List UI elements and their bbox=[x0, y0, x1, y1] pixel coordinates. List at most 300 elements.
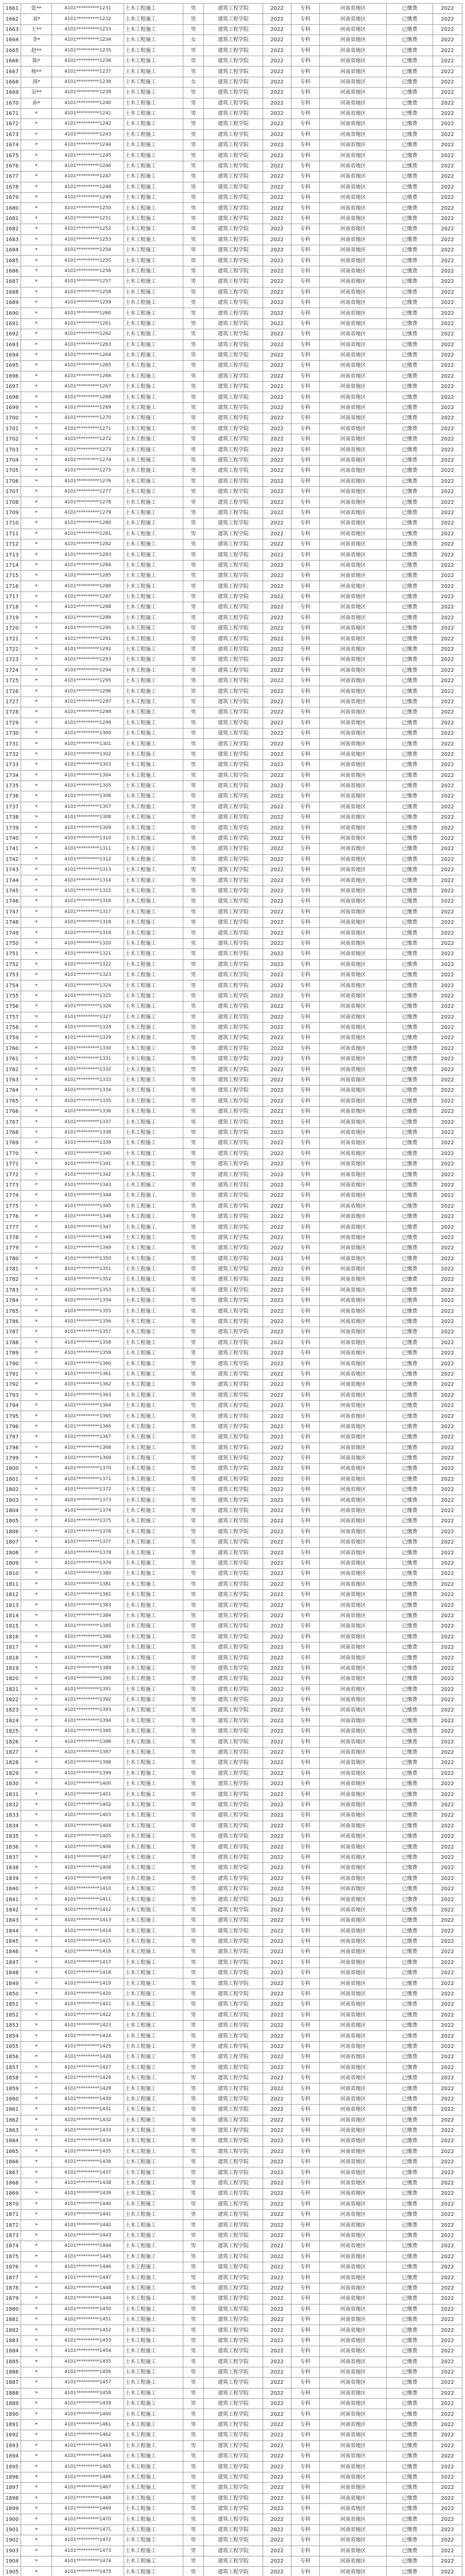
id-cell: 4101**********1259 bbox=[52, 297, 124, 308]
name-cell: * bbox=[21, 1968, 52, 1978]
level-cell: 专科 bbox=[291, 1411, 320, 1421]
region-cell: 河南省地区 bbox=[320, 140, 387, 150]
region-cell: 河南省地区 bbox=[320, 812, 387, 823]
status-cell: 已缴费 bbox=[387, 1873, 433, 1884]
id-cell: 4101**********1453 bbox=[52, 2335, 124, 2346]
level-cell: 专科 bbox=[291, 1253, 320, 1264]
name-cell: * bbox=[21, 2094, 52, 2104]
college-cell: 建筑工程学院 bbox=[204, 665, 263, 675]
year-cell: 2022 bbox=[263, 434, 291, 445]
table-row bbox=[4, 781, 462, 791]
level-cell: 专科 bbox=[291, 2283, 320, 2293]
region-cell: 河南省地区 bbox=[320, 1527, 387, 1537]
name-cell: * bbox=[21, 760, 52, 770]
row-number: 1718 bbox=[4, 602, 21, 613]
college-cell: 建筑工程学院 bbox=[204, 1579, 263, 1589]
college-cell: 建筑工程学院 bbox=[204, 486, 263, 497]
level-cell: 专科 bbox=[291, 1978, 320, 1989]
status-cell: 已缴费 bbox=[387, 1810, 433, 1821]
table-row bbox=[4, 2493, 462, 2503]
college-cell: 建筑工程学院 bbox=[204, 1464, 263, 1474]
college-cell: 建筑工程学院 bbox=[204, 1810, 263, 1821]
grade-cell: 2022 bbox=[433, 791, 462, 802]
table-body bbox=[4, 4, 462, 2576]
college-cell: 建筑工程学院 bbox=[204, 2451, 263, 2462]
college-cell: 建筑工程学院 bbox=[204, 718, 263, 728]
id-cell: 4101**********1400 bbox=[52, 1779, 124, 1789]
year-cell: 2022 bbox=[263, 1211, 291, 1222]
row-number: 1797 bbox=[4, 1432, 21, 1443]
region-cell: 河南省地区 bbox=[320, 1054, 387, 1064]
level-cell: 专科 bbox=[291, 928, 320, 938]
grade-cell: 2022 bbox=[433, 507, 462, 518]
gender-cell: 男 bbox=[183, 2125, 204, 2136]
year-cell: 2022 bbox=[263, 1064, 291, 1075]
id-cell: 4101**********1391 bbox=[52, 1684, 124, 1694]
name-cell: * bbox=[21, 129, 52, 140]
row-number: 1708 bbox=[4, 497, 21, 507]
status-cell: 已缴费 bbox=[387, 2314, 433, 2325]
grade-cell: 2022 bbox=[433, 1359, 462, 1369]
college-cell: 建筑工程学院 bbox=[204, 182, 263, 192]
major-cell: 土木工程施工 bbox=[124, 1359, 183, 1369]
grade-cell: 2022 bbox=[433, 2567, 462, 2576]
year-cell: 2022 bbox=[263, 2062, 291, 2073]
gender-cell: 男 bbox=[183, 119, 204, 129]
gender-cell: 男 bbox=[183, 1968, 204, 1978]
status-cell: 已缴费 bbox=[387, 361, 433, 371]
grade-cell: 2022 bbox=[433, 445, 462, 455]
gender-cell: 男 bbox=[183, 1043, 204, 1054]
row-number: 1810 bbox=[4, 1569, 21, 1579]
name-cell: * bbox=[21, 718, 52, 728]
name-cell: * bbox=[21, 413, 52, 423]
major-cell: 土木工程施工 bbox=[124, 455, 183, 465]
level-cell: 专科 bbox=[291, 287, 320, 297]
status-cell: 已缴费 bbox=[387, 2430, 433, 2441]
row-number: 1671 bbox=[4, 108, 21, 118]
table-row bbox=[4, 707, 462, 718]
region-cell: 河南省地区 bbox=[320, 161, 387, 171]
major-cell: 土木工程施工 bbox=[124, 77, 183, 87]
table-row bbox=[4, 991, 462, 1001]
major-cell: 土木工程施工 bbox=[124, 518, 183, 529]
id-cell: 4101**********1360 bbox=[52, 1359, 124, 1369]
college-cell: 建筑工程学院 bbox=[204, 1159, 263, 1169]
college-cell: 建筑工程学院 bbox=[204, 1894, 263, 1905]
grade-cell: 2022 bbox=[433, 1694, 462, 1705]
major-cell: 土木工程施工 bbox=[124, 182, 183, 192]
table-row bbox=[4, 2524, 462, 2535]
status-cell: 已缴费 bbox=[387, 2493, 433, 2503]
region-cell: 河南省地区 bbox=[320, 1978, 387, 1989]
region-cell: 河南省地区 bbox=[320, 1421, 387, 1432]
gender-cell: 男 bbox=[183, 560, 204, 570]
grade-cell: 2022 bbox=[433, 2136, 462, 2146]
major-cell: 土木工程施工 bbox=[124, 361, 183, 371]
major-cell: 土木工程施工 bbox=[124, 2041, 183, 2052]
region-cell: 河南省地区 bbox=[320, 1694, 387, 1705]
level-cell: 专科 bbox=[291, 308, 320, 318]
year-cell: 2022 bbox=[263, 1232, 291, 1243]
name-cell: * bbox=[21, 1789, 52, 1800]
grade-cell: 2022 bbox=[433, 392, 462, 402]
year-cell: 2022 bbox=[263, 455, 291, 465]
row-number: 1789 bbox=[4, 1348, 21, 1359]
table-row bbox=[4, 1716, 462, 1726]
grade-cell: 2022 bbox=[433, 1107, 462, 1117]
id-cell: 4101**********1342 bbox=[52, 1170, 124, 1180]
region-cell: 河南省地区 bbox=[320, 66, 387, 77]
table-row bbox=[4, 2483, 462, 2493]
row-number: 1804 bbox=[4, 1505, 21, 1516]
status-cell: 已缴费 bbox=[387, 2167, 433, 2178]
year-cell: 2022 bbox=[263, 2136, 291, 2146]
gender-cell: 男 bbox=[183, 1159, 204, 1169]
gender-cell: 男 bbox=[183, 550, 204, 560]
college-cell: 建筑工程学院 bbox=[204, 1180, 263, 1190]
name-cell: * bbox=[21, 1705, 52, 1716]
year-cell: 2022 bbox=[263, 1674, 291, 1684]
row-number: 1786 bbox=[4, 1316, 21, 1327]
table-row bbox=[4, 45, 462, 56]
status-cell: 已缴费 bbox=[387, 1705, 433, 1716]
id-cell: 4101**********1430 bbox=[52, 2094, 124, 2104]
grade-cell: 2022 bbox=[433, 1012, 462, 1022]
gender-cell: 男 bbox=[183, 1327, 204, 1337]
status-cell: 已缴费 bbox=[387, 434, 433, 445]
name-cell: * bbox=[21, 266, 52, 276]
row-number: 1664 bbox=[4, 35, 21, 45]
id-cell: 4101**********1284 bbox=[52, 560, 124, 570]
college-cell: 建筑工程学院 bbox=[204, 1148, 263, 1159]
table-row bbox=[4, 2556, 462, 2566]
college-cell: 建筑工程学院 bbox=[204, 2178, 263, 2188]
row-number: 1741 bbox=[4, 844, 21, 854]
year-cell: 2022 bbox=[263, 1632, 291, 1642]
level-cell: 专科 bbox=[291, 2346, 320, 2357]
year-cell: 2022 bbox=[263, 2388, 291, 2398]
row-number: 1697 bbox=[4, 382, 21, 392]
id-cell: 4101**********1344 bbox=[52, 1191, 124, 1201]
major-cell: 土木工程施工 bbox=[124, 739, 183, 749]
grade-cell: 2022 bbox=[433, 2325, 462, 2335]
major-cell: 土木工程施工 bbox=[124, 2125, 183, 2136]
id-cell: 4101**********1469 bbox=[52, 2503, 124, 2514]
name-cell: * bbox=[21, 1253, 52, 1264]
gender-cell: 男 bbox=[183, 329, 204, 340]
college-cell: 建筑工程学院 bbox=[204, 1516, 263, 1527]
row-number: 1731 bbox=[4, 739, 21, 749]
status-cell: 已缴费 bbox=[387, 1369, 433, 1379]
year-cell: 2022 bbox=[263, 371, 291, 381]
year-cell: 2022 bbox=[263, 1989, 291, 1999]
table-row bbox=[4, 2451, 462, 2462]
level-cell: 专科 bbox=[291, 1936, 320, 1946]
row-number: 1893 bbox=[4, 2441, 21, 2451]
level-cell: 专科 bbox=[291, 602, 320, 613]
name-cell: * bbox=[21, 2409, 52, 2419]
gender-cell: 男 bbox=[183, 507, 204, 518]
row-number: 1892 bbox=[4, 2430, 21, 2441]
level-cell: 专科 bbox=[291, 1905, 320, 1915]
college-cell: 建筑工程学院 bbox=[204, 1086, 263, 1096]
region-cell: 河南省地区 bbox=[320, 35, 387, 45]
gender-cell: 男 bbox=[183, 1390, 204, 1400]
id-cell: 4101**********1317 bbox=[52, 907, 124, 917]
year-cell: 2022 bbox=[263, 749, 291, 759]
id-cell: 4101**********1351 bbox=[52, 1264, 124, 1274]
row-number: 1829 bbox=[4, 1768, 21, 1778]
year-cell: 2022 bbox=[263, 4, 291, 14]
name-cell: * bbox=[21, 1432, 52, 1443]
gender-cell: 男 bbox=[183, 4, 204, 14]
grade-cell: 2022 bbox=[433, 203, 462, 213]
grade-cell: 2022 bbox=[433, 161, 462, 171]
grade-cell: 2022 bbox=[433, 193, 462, 203]
major-cell: 土木工程施工 bbox=[124, 2325, 183, 2335]
name-cell: * bbox=[21, 2462, 52, 2472]
gender-cell: 男 bbox=[183, 224, 204, 234]
name-cell: * bbox=[21, 613, 52, 623]
level-cell: 专科 bbox=[291, 1474, 320, 1484]
row-number: 1694 bbox=[4, 350, 21, 360]
region-cell: 河南省地区 bbox=[320, 560, 387, 570]
major-cell: 土木工程施工 bbox=[124, 2220, 183, 2230]
status-cell: 已缴费 bbox=[387, 1222, 433, 1232]
year-cell: 2022 bbox=[263, 1737, 291, 1747]
level-cell: 专科 bbox=[291, 224, 320, 234]
name-cell: * bbox=[21, 108, 52, 118]
college-cell: 建筑工程学院 bbox=[204, 518, 263, 529]
name-cell: * bbox=[21, 1516, 52, 1527]
gender-cell: 男 bbox=[183, 2430, 204, 2441]
college-cell: 建筑工程学院 bbox=[204, 2567, 263, 2576]
region-cell: 河南省地区 bbox=[320, 2472, 387, 2482]
name-cell: * bbox=[21, 402, 52, 413]
gender-cell: 男 bbox=[183, 2273, 204, 2283]
status-cell: 已缴费 bbox=[387, 1485, 433, 1495]
level-cell: 专科 bbox=[291, 140, 320, 150]
grade-cell: 2022 bbox=[433, 2178, 462, 2188]
college-cell: 建筑工程学院 bbox=[204, 2357, 263, 2367]
grade-cell: 2022 bbox=[433, 1264, 462, 1274]
name-cell: * bbox=[21, 2451, 52, 2462]
grade-cell: 2022 bbox=[433, 1653, 462, 1663]
region-cell: 河南省地区 bbox=[320, 455, 387, 465]
row-number: 1826 bbox=[4, 1737, 21, 1747]
grade-cell: 2022 bbox=[433, 1705, 462, 1716]
grade-cell: 2022 bbox=[433, 245, 462, 255]
region-cell: 河南省地区 bbox=[320, 1127, 387, 1138]
major-cell: 土木工程施工 bbox=[124, 1316, 183, 1327]
id-cell: 4101**********1462 bbox=[52, 2430, 124, 2441]
status-cell: 已缴费 bbox=[387, 14, 433, 24]
status-cell: 已缴费 bbox=[387, 1989, 433, 1999]
gender-cell: 男 bbox=[183, 1117, 204, 1127]
level-cell: 专科 bbox=[291, 529, 320, 539]
data-table bbox=[3, 3, 462, 2576]
name-cell: 赵** bbox=[21, 45, 52, 56]
table-row bbox=[4, 665, 462, 675]
year-cell: 2022 bbox=[263, 644, 291, 654]
college-cell: 建筑工程学院 bbox=[204, 1117, 263, 1127]
major-cell: 土木工程施工 bbox=[124, 896, 183, 907]
year-cell: 2022 bbox=[263, 1086, 291, 1096]
name-cell: * bbox=[21, 2220, 52, 2230]
region-cell: 河南省地区 bbox=[320, 2325, 387, 2335]
year-cell: 2022 bbox=[263, 529, 291, 539]
major-cell: 土木工程施工 bbox=[124, 1400, 183, 1411]
id-cell: 4101**********1403 bbox=[52, 1810, 124, 1821]
id-cell: 4101**********1268 bbox=[52, 392, 124, 402]
college-cell: 建筑工程学院 bbox=[204, 1726, 263, 1737]
major-cell: 土木工程施工 bbox=[124, 749, 183, 759]
table-row bbox=[4, 98, 462, 108]
grade-cell: 2022 bbox=[433, 234, 462, 245]
college-cell: 建筑工程学院 bbox=[204, 2041, 263, 2052]
major-cell: 土木工程施工 bbox=[124, 2157, 183, 2167]
id-cell: 4101**********1303 bbox=[52, 760, 124, 770]
name-cell: * bbox=[21, 980, 52, 991]
id-cell: 4101**********1450 bbox=[52, 2304, 124, 2314]
grade-cell: 2022 bbox=[433, 2441, 462, 2451]
gender-cell: 男 bbox=[183, 1810, 204, 1821]
gender-cell: 男 bbox=[183, 2031, 204, 2041]
level-cell: 专科 bbox=[291, 1579, 320, 1589]
id-cell: 4101**********1332 bbox=[52, 1064, 124, 1075]
status-cell: 已缴费 bbox=[387, 56, 433, 66]
year-cell: 2022 bbox=[263, 1411, 291, 1421]
level-cell: 专科 bbox=[291, 1600, 320, 1611]
year-cell: 2022 bbox=[263, 1012, 291, 1022]
row-number: 1798 bbox=[4, 1443, 21, 1453]
college-cell: 建筑工程学院 bbox=[204, 2472, 263, 2482]
gender-cell: 男 bbox=[183, 1012, 204, 1022]
region-cell: 河南省地区 bbox=[320, 1926, 387, 1936]
status-cell: 已缴费 bbox=[387, 2157, 433, 2167]
level-cell: 专科 bbox=[291, 329, 320, 340]
status-cell: 已缴费 bbox=[387, 1957, 433, 1968]
major-cell: 土木工程施工 bbox=[124, 1306, 183, 1316]
row-number: 1749 bbox=[4, 928, 21, 938]
id-cell: 4101**********1387 bbox=[52, 1642, 124, 1652]
name-cell: * bbox=[21, 486, 52, 497]
region-cell: 河南省地区 bbox=[320, 2503, 387, 2514]
row-number: 1860 bbox=[4, 2094, 21, 2104]
status-cell: 已缴费 bbox=[387, 486, 433, 497]
major-cell: 土木工程施工 bbox=[124, 1905, 183, 1915]
college-cell: 建筑工程学院 bbox=[204, 2325, 263, 2335]
status-cell: 已缴费 bbox=[387, 1716, 433, 1726]
row-number: 1717 bbox=[4, 591, 21, 602]
gender-cell: 男 bbox=[183, 1936, 204, 1946]
table-row bbox=[4, 66, 462, 77]
level-cell: 专科 bbox=[291, 1086, 320, 1096]
year-cell: 2022 bbox=[263, 770, 291, 781]
id-cell: 4101**********1402 bbox=[52, 1800, 124, 1810]
gender-cell: 男 bbox=[183, 361, 204, 371]
college-cell: 建筑工程学院 bbox=[204, 35, 263, 45]
year-cell: 2022 bbox=[263, 1516, 291, 1527]
gender-cell: 男 bbox=[183, 991, 204, 1001]
level-cell: 专科 bbox=[291, 571, 320, 581]
name-cell: * bbox=[21, 1674, 52, 1684]
name-cell: * bbox=[21, 1327, 52, 1337]
table-row bbox=[4, 2399, 462, 2409]
major-cell: 土木工程施工 bbox=[124, 1726, 183, 1737]
table-row bbox=[4, 2189, 462, 2199]
year-cell: 2022 bbox=[263, 1810, 291, 1821]
grade-cell: 2022 bbox=[433, 297, 462, 308]
row-number: 1764 bbox=[4, 1086, 21, 1096]
grade-cell: 2022 bbox=[433, 266, 462, 276]
table-row bbox=[4, 2125, 462, 2136]
level-cell: 专科 bbox=[291, 88, 320, 98]
college-cell: 建筑工程学院 bbox=[204, 1863, 263, 1873]
table-row bbox=[4, 2462, 462, 2472]
table-row bbox=[4, 854, 462, 865]
major-cell: 土木工程施工 bbox=[124, 402, 183, 413]
row-number: 1785 bbox=[4, 1306, 21, 1316]
id-cell: 4101**********1447 bbox=[52, 2273, 124, 2283]
year-cell: 2022 bbox=[263, 2157, 291, 2167]
table-row bbox=[4, 172, 462, 182]
year-cell: 2022 bbox=[263, 949, 291, 959]
row-number: 1745 bbox=[4, 886, 21, 896]
gender-cell: 男 bbox=[183, 1863, 204, 1873]
college-cell: 建筑工程学院 bbox=[204, 686, 263, 697]
gender-cell: 男 bbox=[183, 1873, 204, 1884]
table-row bbox=[4, 423, 462, 434]
region-cell: 河南省地区 bbox=[320, 2073, 387, 2083]
id-cell: 4101**********1300 bbox=[52, 728, 124, 738]
grade-cell: 2022 bbox=[433, 1905, 462, 1915]
table-row bbox=[4, 634, 462, 644]
table-row bbox=[4, 928, 462, 938]
status-cell: 已缴费 bbox=[387, 844, 433, 854]
grade-cell: 2022 bbox=[433, 1400, 462, 1411]
table-row bbox=[4, 213, 462, 224]
name-cell: * bbox=[21, 2283, 52, 2293]
college-cell: 建筑工程学院 bbox=[204, 844, 263, 854]
row-number: 1903 bbox=[4, 2546, 21, 2556]
year-cell: 2022 bbox=[263, 392, 291, 402]
status-cell: 已缴费 bbox=[387, 2241, 433, 2251]
region-cell: 河南省地区 bbox=[320, 959, 387, 970]
table-row bbox=[4, 1485, 462, 1495]
major-cell: 土木工程施工 bbox=[124, 1505, 183, 1516]
status-cell: 已缴费 bbox=[387, 1359, 433, 1369]
id-cell: 4101**********1339 bbox=[52, 1138, 124, 1148]
id-cell: 4101**********1465 bbox=[52, 2462, 124, 2472]
grade-cell: 2022 bbox=[433, 1096, 462, 1106]
region-cell: 河南省地区 bbox=[320, 507, 387, 518]
college-cell: 建筑工程学院 bbox=[204, 2010, 263, 2020]
row-number: 1854 bbox=[4, 2031, 21, 2041]
id-cell: 4101**********1407 bbox=[52, 1852, 124, 1862]
year-cell: 2022 bbox=[263, 24, 291, 35]
college-cell: 建筑工程学院 bbox=[204, 2251, 263, 2262]
table-row bbox=[4, 518, 462, 529]
level-cell: 专科 bbox=[291, 2062, 320, 2073]
name-cell: * bbox=[21, 707, 52, 718]
college-cell: 建筑工程学院 bbox=[204, 129, 263, 140]
grade-cell: 2022 bbox=[433, 591, 462, 602]
level-cell: 专科 bbox=[291, 823, 320, 833]
table-row bbox=[4, 791, 462, 802]
level-cell: 专科 bbox=[291, 45, 320, 56]
